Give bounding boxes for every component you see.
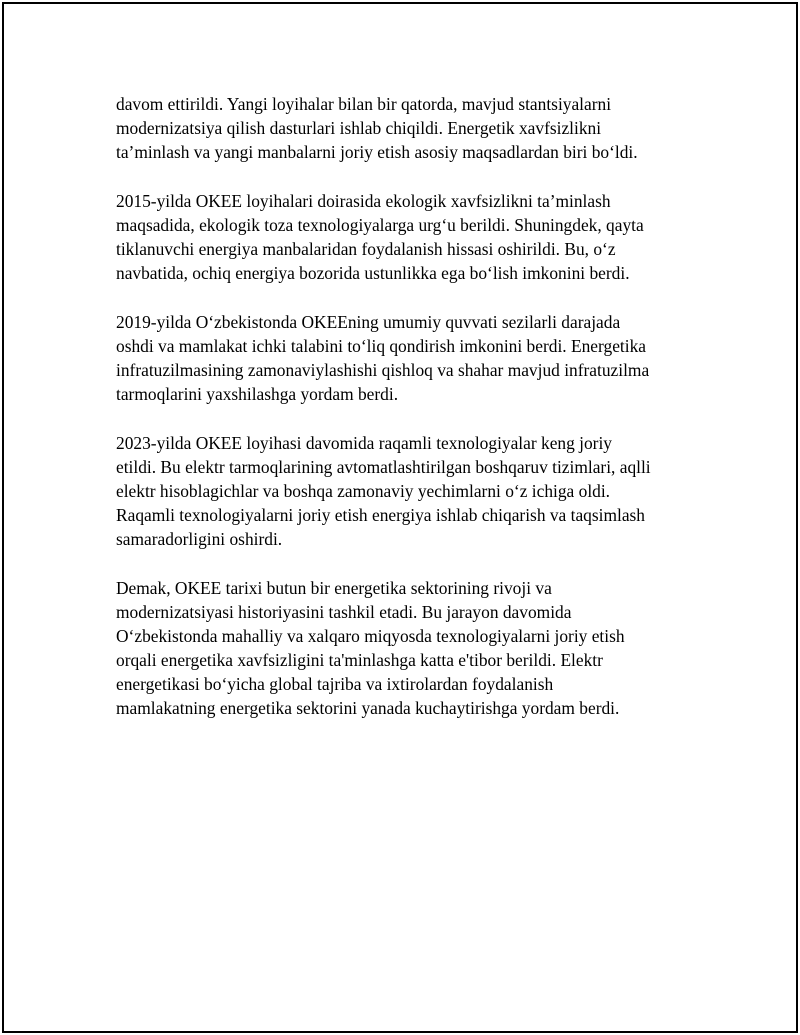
text-line: 2019-yilda Oʻzbekistonda OKEEning umumiy quvvati sezilarli darajada	[116, 312, 621, 332]
text-line: Demak, OKEE tarixi butun bir energetika sektorining rivoji va	[116, 578, 552, 598]
text-line: modernizatsiyasi historiyasini tashkil etadi. Bu jarayon davomida	[116, 602, 572, 622]
text-line: davom ettirildi. Yangi loyihalar bilan bir qatorda, mavjud stantsiyalarni	[116, 94, 612, 114]
paragraph-2023	[116, 431, 716, 551]
text-line: energetikasi boʻyicha global tajriba va ixtirolardan foydalanish	[116, 674, 554, 694]
text-line: infratuzilmasining zamonaviylashishi qishloq va shahar mavjud infratuzilma	[116, 360, 650, 380]
text-line: elektr hisoblagichlar va boshqa zamonaviy yechimlarni oʻz ichiga oldi.	[116, 481, 611, 501]
text-line: samaradorligini oshirdi.	[116, 529, 283, 549]
paragraph-1	[116, 92, 716, 164]
text-line: orqali energetika xavfsizligini ta'minlashga katta e'tibor berildi. Elektr	[116, 650, 603, 670]
text-line: maqsadida, ekologik toza texnologiyalarga urgʻu berildi. Shuningdek, qayta	[116, 215, 644, 235]
text-line: 2023-yilda OKEE loyihasi davomida raqamli texnologiyalar keng joriy	[116, 433, 612, 453]
document-body	[116, 92, 716, 745]
paragraph-2019	[116, 310, 716, 406]
paragraph-conclusion	[116, 576, 716, 720]
text-line: etildi. Bu elektr tarmoqlarining avtomatlashtirilgan boshqaruv tizimlari, aqlli	[116, 457, 651, 477]
text-line: tiklanuvchi energiya manbalaridan foydalanish hissasi oshirildi. Bu, oʻz	[116, 239, 616, 259]
text-line: modernizatsiya qilish dasturlari ishlab chiqildi. Energetik xavfsizlikni	[116, 118, 602, 138]
text-line: mamlakatning energetika sektorini yanada kuchaytirishga yordam berdi.	[116, 698, 620, 718]
text-line: ta’minlash va yangi manbalarni joriy etish asosiy maqsadlardan biri boʻldi.	[116, 142, 638, 162]
text-line: Raqamli texnologiyalarni joriy etish energiya ishlab chiqarish va taqsimlash	[116, 505, 646, 525]
text-line: tarmoqlarini yaxshilashga yordam berdi.	[116, 384, 399, 404]
text-line: Oʻzbekistonda mahalliy va xalqaro miqyosda texnologiyalarni joriy etish	[116, 626, 625, 646]
text-line: oshdi va mamlakat ichki talabini toʻliq qondirish imkonini berdi. Energetika	[116, 336, 646, 356]
text-line: 2015-yilda OKEE loyihalari doirasida ekologik xavfsizlikni ta’minlash	[116, 191, 611, 211]
text-line: navbatida, ochiq energiya bozorida ustunlikka ega boʻlish imkonini berdi.	[116, 263, 630, 283]
paragraph-2015	[116, 189, 716, 285]
